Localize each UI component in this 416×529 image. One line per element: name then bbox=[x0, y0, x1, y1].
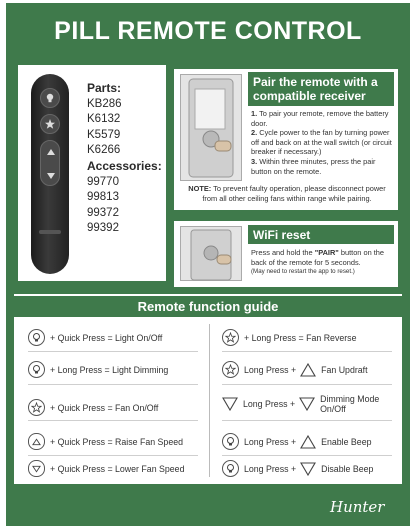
pair-step: 3. Within three minutes, press the pair button on the remote. bbox=[251, 156, 376, 176]
part-number: K5579 bbox=[87, 128, 121, 141]
battery-door-photo bbox=[180, 74, 242, 181]
accessory-number: 99392 bbox=[87, 222, 119, 235]
guide-row: + Quick Press = Fan On/Off bbox=[28, 399, 158, 416]
accessory-number: 99813 bbox=[87, 191, 119, 204]
guide-row: + Long Press = Light Dimming bbox=[28, 361, 168, 378]
row-divider bbox=[222, 384, 392, 385]
light-icon bbox=[28, 361, 45, 378]
part-number: K6266 bbox=[87, 144, 121, 157]
guide-row: + Long Press = Fan Reverse bbox=[222, 329, 356, 346]
guide-divider bbox=[209, 324, 210, 477]
light-icon bbox=[222, 460, 239, 477]
remote-light-button bbox=[40, 88, 60, 108]
wifi-subtext: (May need to restart the app to reset.) bbox=[251, 268, 355, 276]
wifi-instructions: Press and hold the "PAIR" button on the back of the remote for 5 seconds. (May need to restart the app to reset.) bbox=[251, 248, 395, 277]
remote-fan-button bbox=[40, 114, 60, 134]
guide-row: + Quick Press = Lower Fan Speed bbox=[28, 460, 184, 477]
down-triangle-icon bbox=[222, 397, 238, 411]
row-divider bbox=[28, 384, 198, 385]
down-triangle-icon bbox=[300, 462, 316, 476]
row-divider bbox=[222, 455, 392, 456]
fan-icon bbox=[28, 399, 45, 416]
down-arrow-icon bbox=[28, 460, 45, 477]
pair-steps bbox=[251, 109, 395, 176]
light-icon bbox=[28, 329, 45, 346]
guide-row: Long Press + Enable Beep bbox=[222, 433, 371, 450]
accessory-number: 99372 bbox=[87, 206, 119, 219]
row-divider bbox=[222, 420, 392, 421]
pair-step: 2. Cycle power to the fan by turning power off and back on at the wall switch (or circuit breaker if necessary.) bbox=[251, 128, 392, 157]
accessories-heading: Accessories: bbox=[87, 158, 162, 173]
pair-heading: Pair the remote with a compatible receiver bbox=[248, 72, 394, 106]
guide-row: Long Press + Fan Updraft bbox=[222, 361, 368, 378]
pair-step: 1. To pair your remote, remove the battery door. bbox=[251, 109, 389, 128]
parts-heading: Parts: bbox=[87, 81, 122, 95]
up-triangle-icon bbox=[300, 363, 316, 377]
product-sheet bbox=[6, 3, 410, 526]
part-number: KB286 bbox=[87, 97, 122, 110]
remote-logo bbox=[39, 230, 61, 234]
brand-logo: Hunter bbox=[330, 498, 385, 516]
up-triangle-icon bbox=[300, 435, 316, 449]
fan-icon bbox=[222, 329, 239, 346]
page-title: PILL REMOTE CONTROL bbox=[54, 17, 362, 45]
row-divider bbox=[28, 420, 198, 421]
pair-button-photo bbox=[180, 226, 242, 281]
parts-list bbox=[87, 81, 167, 237]
remote-speed-rocker bbox=[40, 140, 60, 186]
wifi-heading: WiFi reset bbox=[248, 225, 394, 244]
accessory-number: 99770 bbox=[87, 175, 119, 188]
row-divider bbox=[222, 351, 392, 352]
guide-heading: Remote function guide bbox=[14, 296, 402, 317]
part-number: K6132 bbox=[87, 113, 121, 126]
guide-row: Long Press + Dimming Mode On/Off bbox=[222, 394, 388, 414]
row-divider bbox=[28, 351, 198, 352]
fan-icon bbox=[222, 361, 239, 378]
guide-row: + Quick Press = Raise Fan Speed bbox=[28, 433, 183, 450]
pair-note: NOTE: To prevent faulty operation, please disconnect power from all other ceiling fans within range while pairing. bbox=[188, 184, 386, 203]
pair-card bbox=[174, 69, 398, 210]
row-divider bbox=[28, 455, 198, 456]
parts-card bbox=[18, 65, 166, 281]
guide-row: + Quick Press = Light On/Off bbox=[28, 329, 162, 346]
wifi-card bbox=[174, 221, 398, 287]
function-guide bbox=[14, 294, 402, 484]
light-icon bbox=[222, 433, 239, 450]
down-triangle-icon bbox=[299, 397, 315, 411]
remote-image bbox=[31, 74, 69, 274]
guide-row: Long Press + Disable Beep bbox=[222, 460, 373, 477]
up-arrow-icon bbox=[28, 433, 45, 450]
